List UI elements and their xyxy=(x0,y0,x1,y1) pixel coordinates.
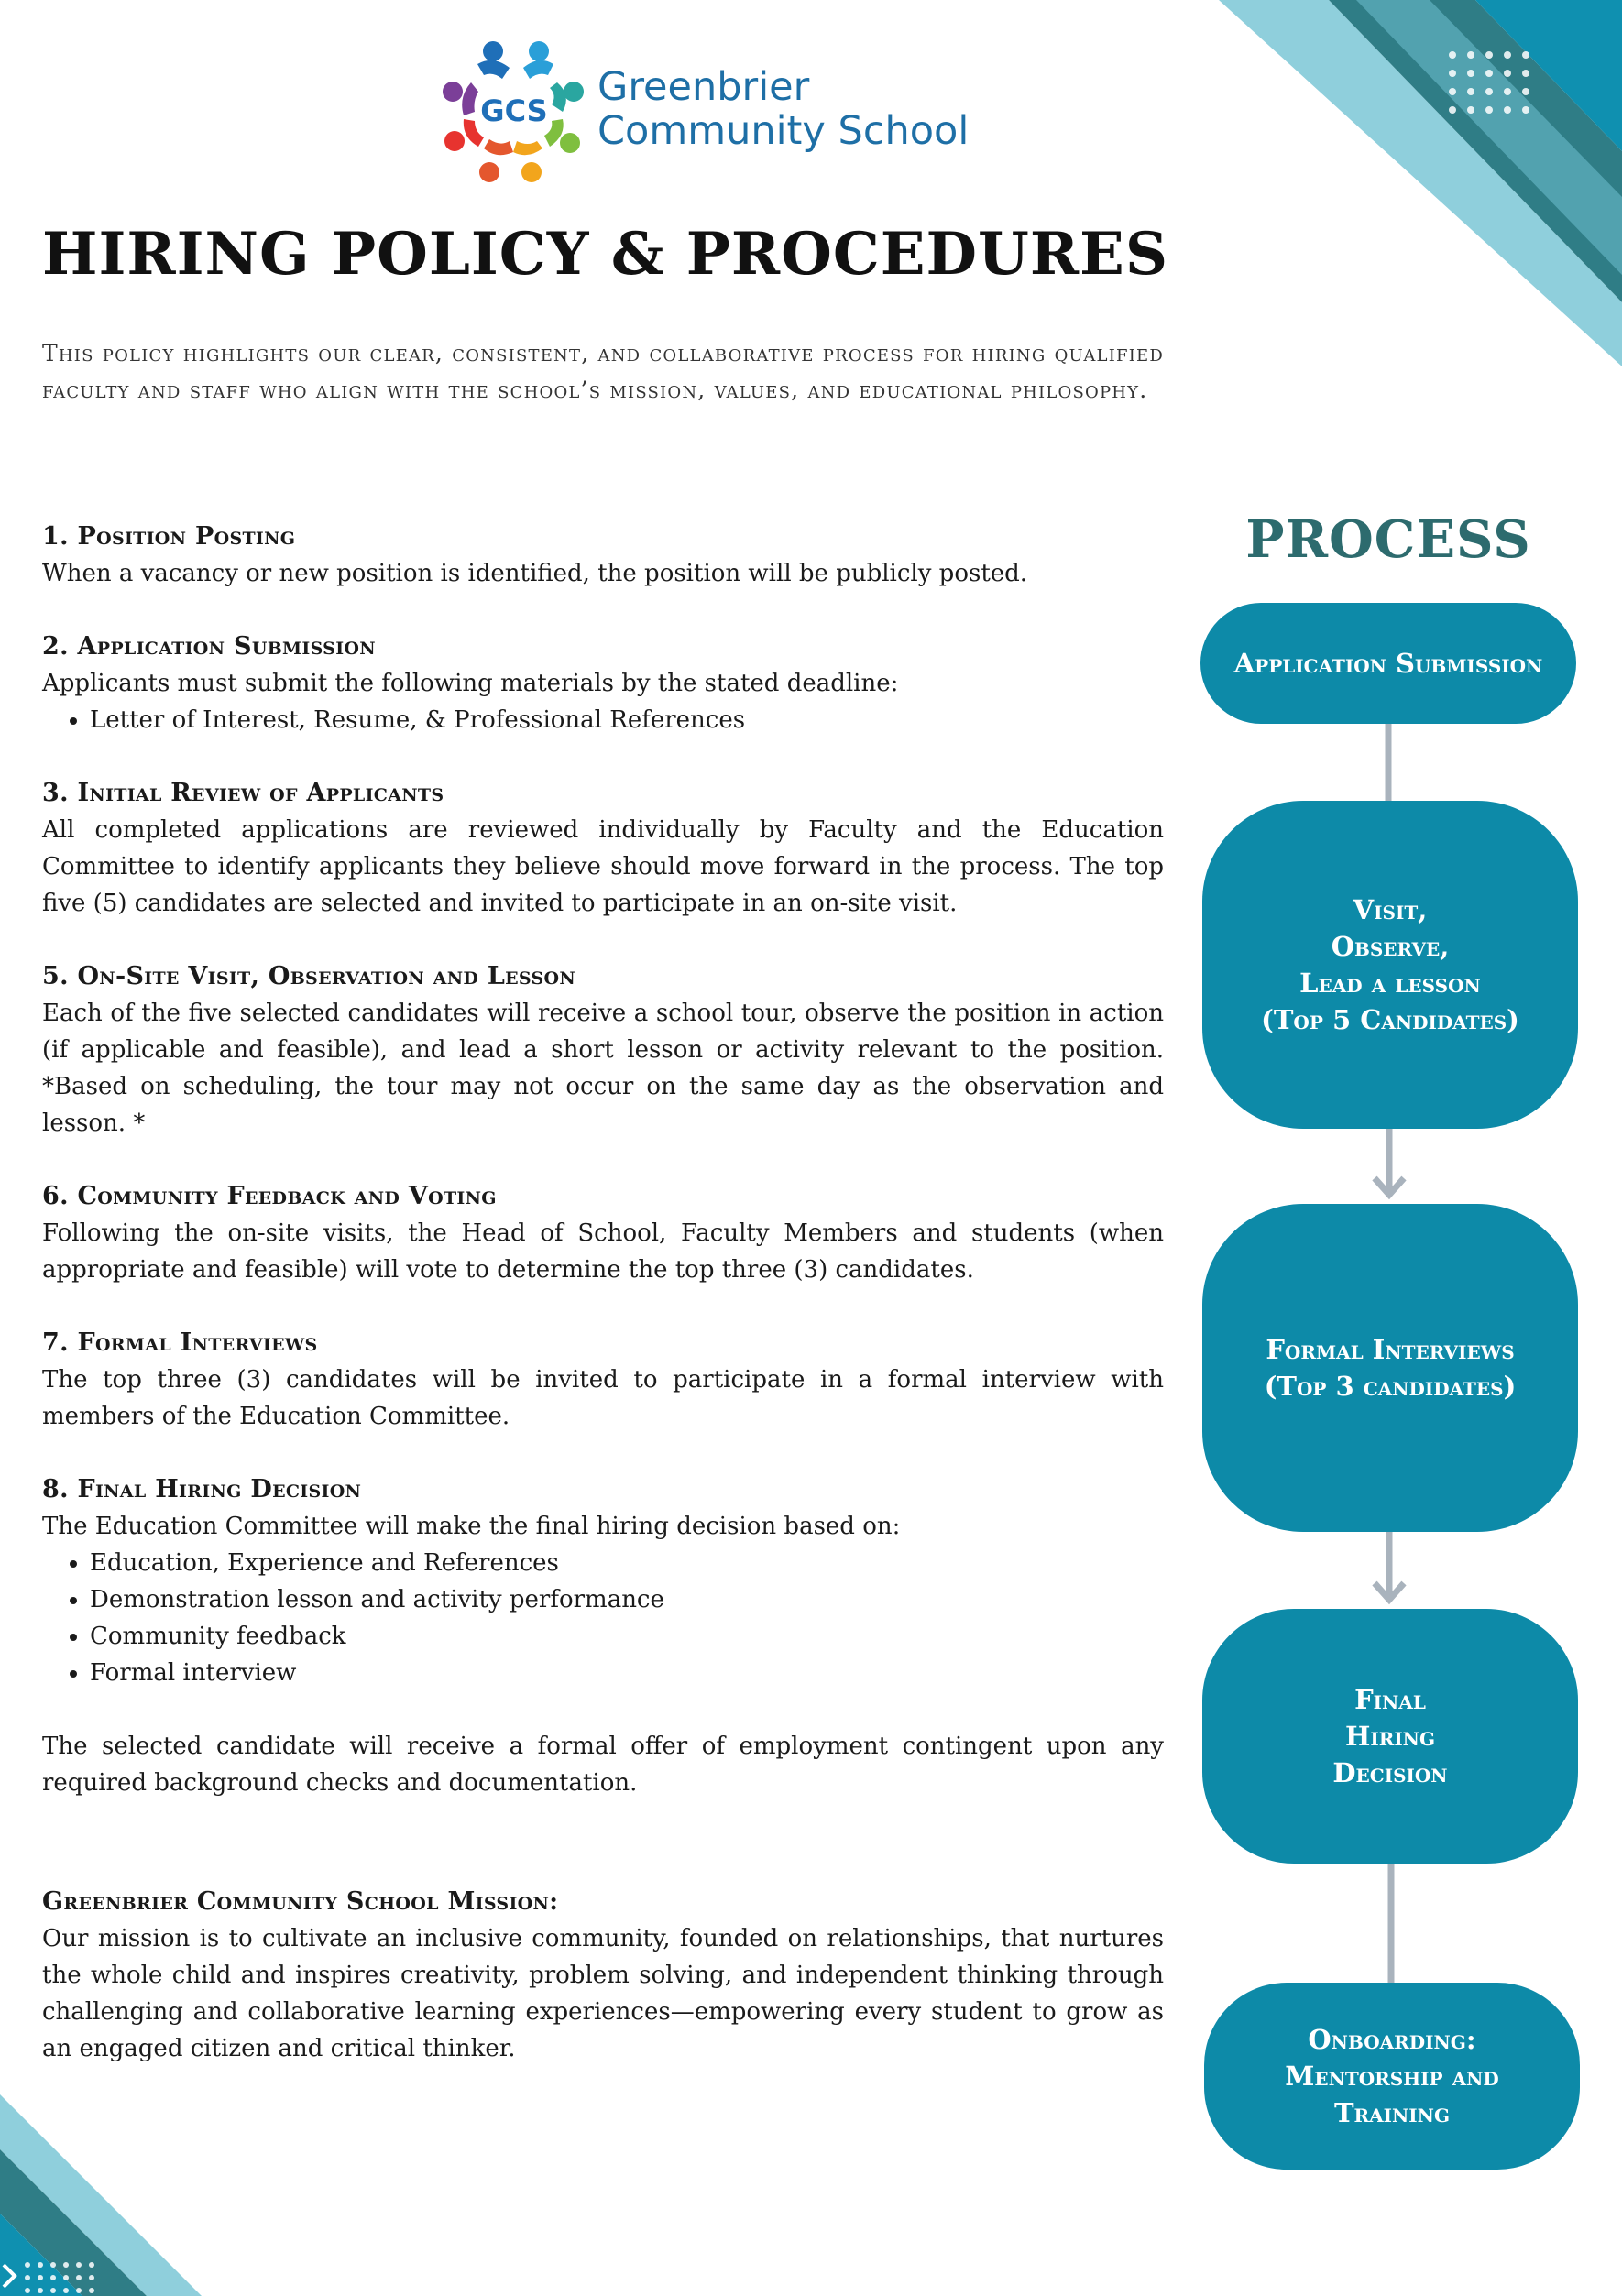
section-title: 8. Final Hiring Decision xyxy=(42,1475,362,1503)
list-item: • Formal interview xyxy=(90,1655,1164,1691)
logo-mark-text: GCS xyxy=(480,93,548,128)
section-application-submission xyxy=(42,629,1164,738)
section-final-hiring-decision xyxy=(42,1471,1164,1691)
closing-paragraph: The selected candidate will receive a formal offer of employment contingent upon any required background checks and documentation. xyxy=(42,1733,1164,1797)
corner-decoration-top-right xyxy=(1219,0,1622,366)
process-step-label: Visit, Observe, Lead a lesson (Top 5 Candidates) xyxy=(1261,894,1519,1035)
section-title: 5. On-Site Visit, Observation and Lesson xyxy=(42,962,576,990)
process-step-label: Formal Interviews (Top 3 candidates) xyxy=(1264,1334,1517,1402)
corner-decoration-bottom-left xyxy=(0,2094,202,2296)
page-title: HIRING POLICY & PROCEDURES xyxy=(42,220,1169,289)
process-heading: PROCESS xyxy=(1245,509,1531,570)
section-body: All completed applications are reviewed individually by Faculty and the Education Committee to identify applicants they believe should move forward in the process. The top five (5) candidates are selected and invited to participate in an on-site visit. xyxy=(42,816,1164,917)
section-title: 3. Initial Review of Applicants xyxy=(42,779,444,807)
section-body: Following the on-site visits, the Head of School, Faculty Members and students (when appropriate and feasible) will vote to determine the top three (3) candidates. xyxy=(42,1219,1164,1284)
list-item: • Community feedback xyxy=(90,1618,1164,1655)
process-step-label: Application Submission xyxy=(1233,648,1543,679)
process-step-final-decision xyxy=(1202,1609,1578,1864)
mission-statement xyxy=(42,1884,1164,2067)
section-title: 7. Formal Interviews xyxy=(42,1328,318,1357)
school-name-line2: Community School xyxy=(597,108,970,154)
section-body: The Education Committee will make the final hiring decision based on: xyxy=(42,1513,901,1540)
process-step-interviews xyxy=(1202,1204,1578,1532)
section-body: The top three (3) candidates will be invited to participate in a formal interview with members of the Education Committee. xyxy=(42,1366,1164,1430)
section-title: 6. Community Feedback and Voting xyxy=(42,1182,497,1210)
section-position-posting xyxy=(42,519,1164,592)
list-item: • Letter of Interest, Resume, & Professional References xyxy=(90,702,1164,738)
section-body: Applicants must submit the following materials by the stated deadline: xyxy=(42,670,899,697)
process-step-application xyxy=(1200,603,1576,724)
process-step-label: Final Hiring Decision xyxy=(1332,1684,1448,1788)
policy-sections xyxy=(42,519,1164,1801)
bullet-list xyxy=(42,1545,1164,1691)
mission-title: Greenbrier Community School Mission: xyxy=(42,1887,559,1916)
process-step-label: Onboarding: Mentorship and Training xyxy=(1285,2024,1499,2128)
process-step-onboarding xyxy=(1204,1983,1580,2170)
section-body: When a vacancy or new position is identified, the position will be publicly posted. xyxy=(42,560,1028,587)
section-body: Each of the five selected candidates will receive a school tour, observe the position in action (if applicable and feasible), and lead a short lesson or activity relevant to the position. *Based on scheduling, the tour may not occur on the same day as the observation and lesson. * xyxy=(42,1000,1164,1137)
section-on-site-visit xyxy=(42,958,1164,1142)
list-item: • Education, Experience and References xyxy=(90,1545,1164,1581)
process-step-visit xyxy=(1202,801,1578,1129)
school-name-line1: Greenbrier xyxy=(597,64,810,110)
section-initial-review xyxy=(42,775,1164,922)
list-item: • Demonstration lesson and activity performance xyxy=(90,1581,1164,1618)
bullet-list xyxy=(42,702,1164,738)
section-formal-interviews xyxy=(42,1325,1164,1435)
section-community-feedback xyxy=(42,1178,1164,1288)
section-title: 2. Application Submission xyxy=(42,632,376,661)
intro-paragraph: This policy highlights our clear, consistent, and collaborative process for hiring qualified faculty and staff who align with the school’s mission, values, and educational philosophy. xyxy=(42,340,1164,403)
mission-body: Our mission is to cultivate an inclusive community, founded on relationships, that nurtures the whole child and inspires creativity, problem solving, and independent thinking through challenging and collaborative learning experiences—empowering every student to grow as an engaged citizen and critical thinker. xyxy=(42,1925,1164,2062)
section-title: 1. Position Posting xyxy=(42,522,296,551)
arrow-down-icon xyxy=(1375,1178,1404,1195)
arrow-down-icon xyxy=(1375,1583,1404,1600)
school-logo xyxy=(436,35,592,187)
